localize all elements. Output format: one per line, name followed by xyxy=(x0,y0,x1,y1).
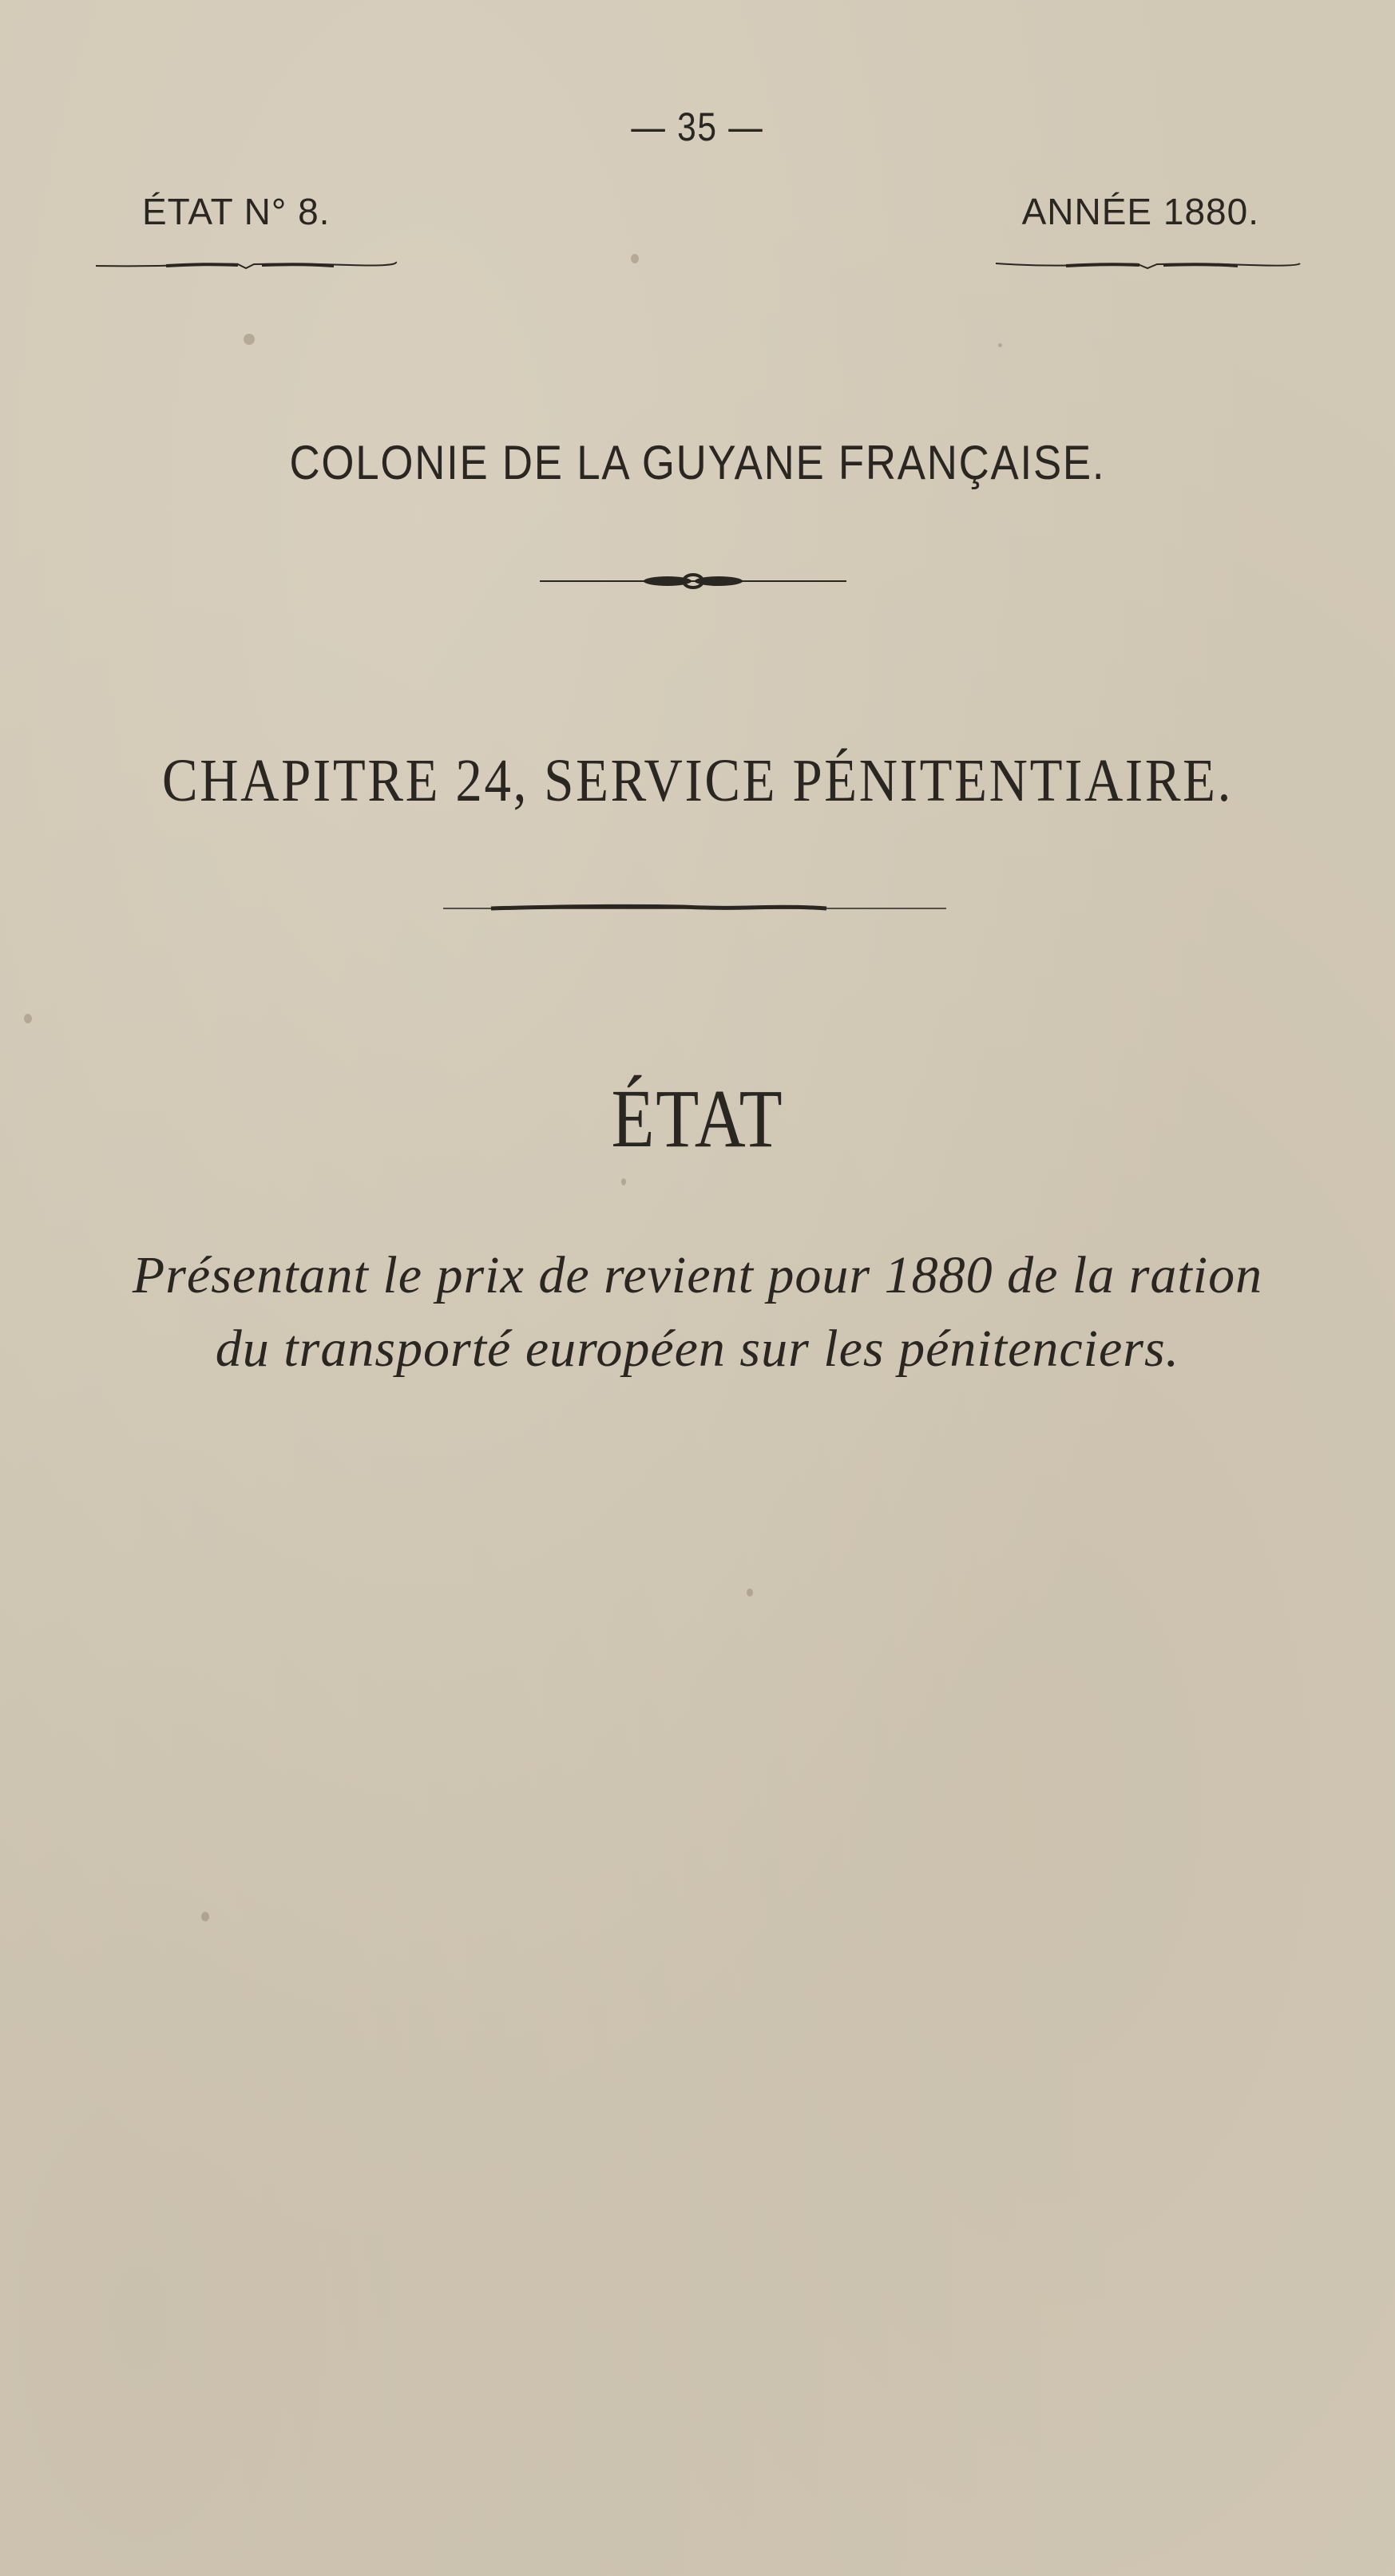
paper-speck xyxy=(747,1589,753,1597)
paper-speck xyxy=(631,254,639,263)
chapter-title: CHAPITRE 24, SERVICE PÉNITENTIAIRE. xyxy=(161,747,1233,814)
paper-speck xyxy=(24,1014,32,1023)
paper-speck xyxy=(621,1178,626,1185)
paper-speck xyxy=(244,334,255,345)
right-swash-rule xyxy=(994,254,1302,278)
state-number-label: ÉTAT N° 8. xyxy=(142,191,331,232)
colony-title: COLONIE DE LA GUYANE FRANÇAISE. xyxy=(289,436,1106,489)
paper-speck xyxy=(998,343,1002,347)
year-label: ANNÉE 1880. xyxy=(1021,191,1259,232)
ornamental-rule xyxy=(540,569,846,593)
left-swash-rule xyxy=(94,254,398,278)
state-title: ÉTAT xyxy=(611,1073,784,1165)
thin-rule xyxy=(443,900,946,916)
paper-speck xyxy=(201,1912,209,1921)
description-line-2: du transporté européen sur les pénitenciers. xyxy=(215,1320,1180,1378)
description-line-1: Présentant le prix de revient pour 1880 de la ration xyxy=(132,1246,1263,1304)
page-number: — 35 — xyxy=(631,105,764,149)
